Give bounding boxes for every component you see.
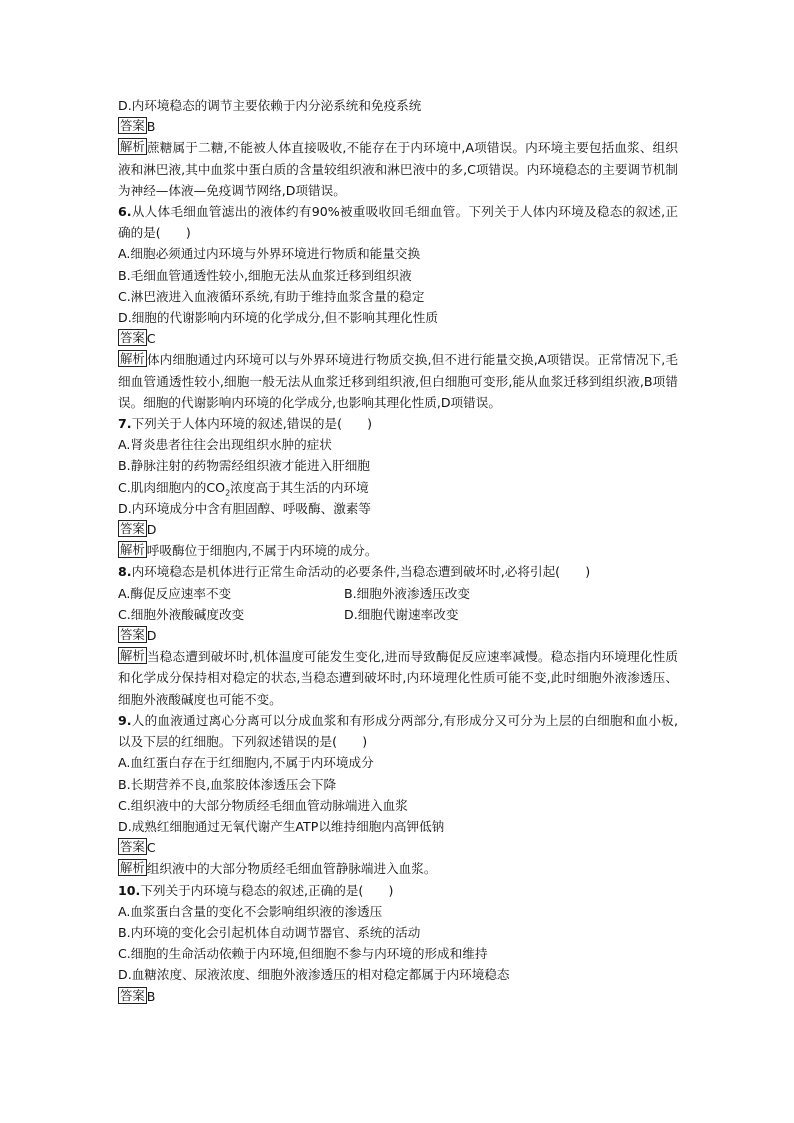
q6-answer: C [146, 331, 156, 347]
q7-answer-row [118, 519, 678, 540]
q10-option-b: B.内环境的变化会引起机体自动调节器官、系统的活动 [118, 924, 421, 940]
q8-option-d: D.细胞代谢速率改变 [344, 606, 459, 622]
q6-analysis-row [118, 349, 678, 413]
q6-number: 6. [118, 204, 132, 220]
q8-option-a: A.酶促反应速率不变 [118, 585, 232, 601]
q8-analysis-row [118, 646, 678, 710]
q8-answer-row [118, 625, 678, 646]
analysis-tag: 解析 [120, 542, 145, 558]
answer-tag: 答案 [120, 839, 145, 855]
answer-tag: 答案 [120, 330, 145, 346]
q5-analysis: 蔗糖属于二糖,不能被人体直接吸收,不能存在于内环境中,A项错误。内环境主要包括血浆、组织液和淋巴液,其中血浆中蛋白质的含量较组织液和淋巴液中的多,C项错误。内环境稳态的主要调节机制为神经—体液—免疫调节网络,D项错误。 [118, 140, 678, 198]
q8-option-b: B.细胞外液渗透压改变 [344, 585, 470, 601]
answer-tag: 答案 [120, 627, 145, 643]
q9-option-d: D.成熟红细胞通过无氧代谢产生ATP以维持细胞内高钾低钠 [118, 818, 445, 834]
q8-analysis: 当稳态遭到破坏时,机体温度可能发生变化,进而导致酶促反应速率减慢。稳态指内环境理化性质和化学成分保持相对稳定的状态,当稳态遭到破坏时,内环境理化性质可能不变,此时细胞外液渗透压、细胞外液酸碱度也可能不变。 [118, 649, 678, 707]
q7-option-c-suffix: 浓度高于其生活的内环境 [230, 479, 369, 495]
q6-option-c: C.淋巴液进入血液循环系统,有助于维持血浆含量的稳定 [118, 288, 425, 304]
q9-stem: 人的血液通过离心分离可以分成血浆和有形成分两部分,有形成分又可分为上层的白细胞和血小板,以及下层的红细胞。下列叙述错误的是( ) [118, 712, 678, 750]
q9-analysis-row [118, 858, 678, 879]
q9-option-c: C.组织液中的大部分物质经毛细血管动脉端进入血浆 [118, 797, 408, 813]
q6-stem-row [118, 201, 678, 243]
answer-tag: 答案 [120, 987, 145, 1003]
q7-option-c-prefix: C.肌肉细胞内的 [118, 479, 207, 495]
co2-formula: CO [206, 479, 226, 495]
q9-analysis: 组织液中的大部分物质经毛细血管静脉端进入血浆。 [146, 861, 437, 877]
analysis-tag: 解析 [120, 351, 145, 367]
co2-subscript: 2 [225, 488, 231, 498]
q10-answer: B [146, 988, 156, 1004]
q5-option-d: D.内环境稳态的调节主要依赖于内分泌系统和免疫系统 [118, 98, 422, 113]
q7-answer: D [146, 522, 157, 538]
q7-analysis: 呼吸酶位于细胞内,不属于内环境的成分。 [146, 543, 378, 559]
q7-stem-row [118, 413, 678, 434]
q7-option-a: A.肾炎患者往往会出现组织水肿的症状 [118, 437, 332, 453]
q5-analysis-row [118, 137, 678, 201]
analysis-tag: 解析 [120, 139, 145, 155]
answer-tag: 答案 [120, 118, 145, 134]
q8-stem: 内环境稳态是机体进行正常生命活动的必要条件,当稳态遭到破坏时,必将引起( ) [131, 564, 591, 580]
q5-answer-row [118, 116, 678, 137]
q10-option-c: C.细胞的生命活动依赖于内环境,但细胞不参与内环境的形成和维持 [118, 946, 488, 962]
analysis-tag: 解析 [120, 648, 145, 664]
q6-option-d: D.细胞的代谢影响内环境的化学成分,但不影响其理化性质 [118, 310, 438, 326]
q6-stem: 从人体毛细血管滤出的液体约有90%被重吸收回毛细血管。下列关于人体内环境及稳态的叙述,正确的是( ) [118, 204, 678, 241]
q10-number: 10. [118, 882, 141, 898]
q6-option-b: B.毛细血管通透性较小,细胞无法从血浆迁移到组织液 [118, 267, 412, 283]
q9-answer-row [118, 837, 678, 858]
q6-option-a: A.细胞必须通过内环境与外界环境进行物质和能量交换 [118, 246, 421, 262]
q7-stem: 下列关于人体内环境的叙述,错误的是( ) [131, 416, 373, 432]
q9-answer: C [146, 840, 156, 856]
q7-number: 7. [118, 416, 132, 432]
analysis-tag: 解析 [120, 860, 145, 876]
q8-answer: D [146, 628, 157, 644]
q8-option-c: C.细胞外液酸碱度改变 [118, 606, 245, 622]
q10-stem-row [118, 880, 678, 901]
q7-option-c [118, 477, 678, 498]
q8-number: 8. [118, 564, 132, 580]
q10-answer-row [118, 986, 678, 1007]
question-content [118, 95, 678, 1007]
q8-options-row-1 [118, 583, 678, 604]
q8-stem-row [118, 561, 678, 582]
q5-answer: B [146, 119, 156, 135]
answer-tag: 答案 [120, 521, 145, 537]
q9-option-a: A.血红蛋白存在于红细胞内,不属于内环境成分 [118, 755, 374, 771]
q10-option-a: A.血浆蛋白含量的变化不会影响组织液的渗透压 [118, 903, 383, 919]
q9-stem-row [118, 710, 678, 752]
q7-option-b: B.静脉注射的药物需经组织液才能进入肝细胞 [118, 458, 370, 474]
q6-answer-row [118, 328, 678, 349]
q8-options-row-2 [118, 604, 678, 625]
q9-option-b: B.长期营养不良,血浆胶体渗透压会下降 [118, 776, 337, 792]
q10-stem: 下列关于内环境与稳态的叙述,正确的是( ) [140, 882, 394, 898]
q9-number: 9. [118, 712, 132, 728]
q6-analysis: 体内细胞通过内环境可以与外界环境进行物质交换,但不进行能量交换,A项错误。正常情况下,毛细血管通透性较小,细胞一般无法从血浆迁移到组织液,但白细胞可变形,能从血浆迁移到组织液,B项错误。细胞的代谢影响内环境的化学成分,也影响其理化性质,D项错误。 [118, 352, 678, 410]
q7-option-d: D.内环境成分中含有胆固醇、呼吸酶、激素等 [118, 500, 371, 516]
q10-option-d: D.血糖浓度、尿液浓度、细胞外液渗透压的相对稳定都属于内环境稳态 [118, 967, 510, 983]
q7-analysis-row [118, 540, 678, 561]
